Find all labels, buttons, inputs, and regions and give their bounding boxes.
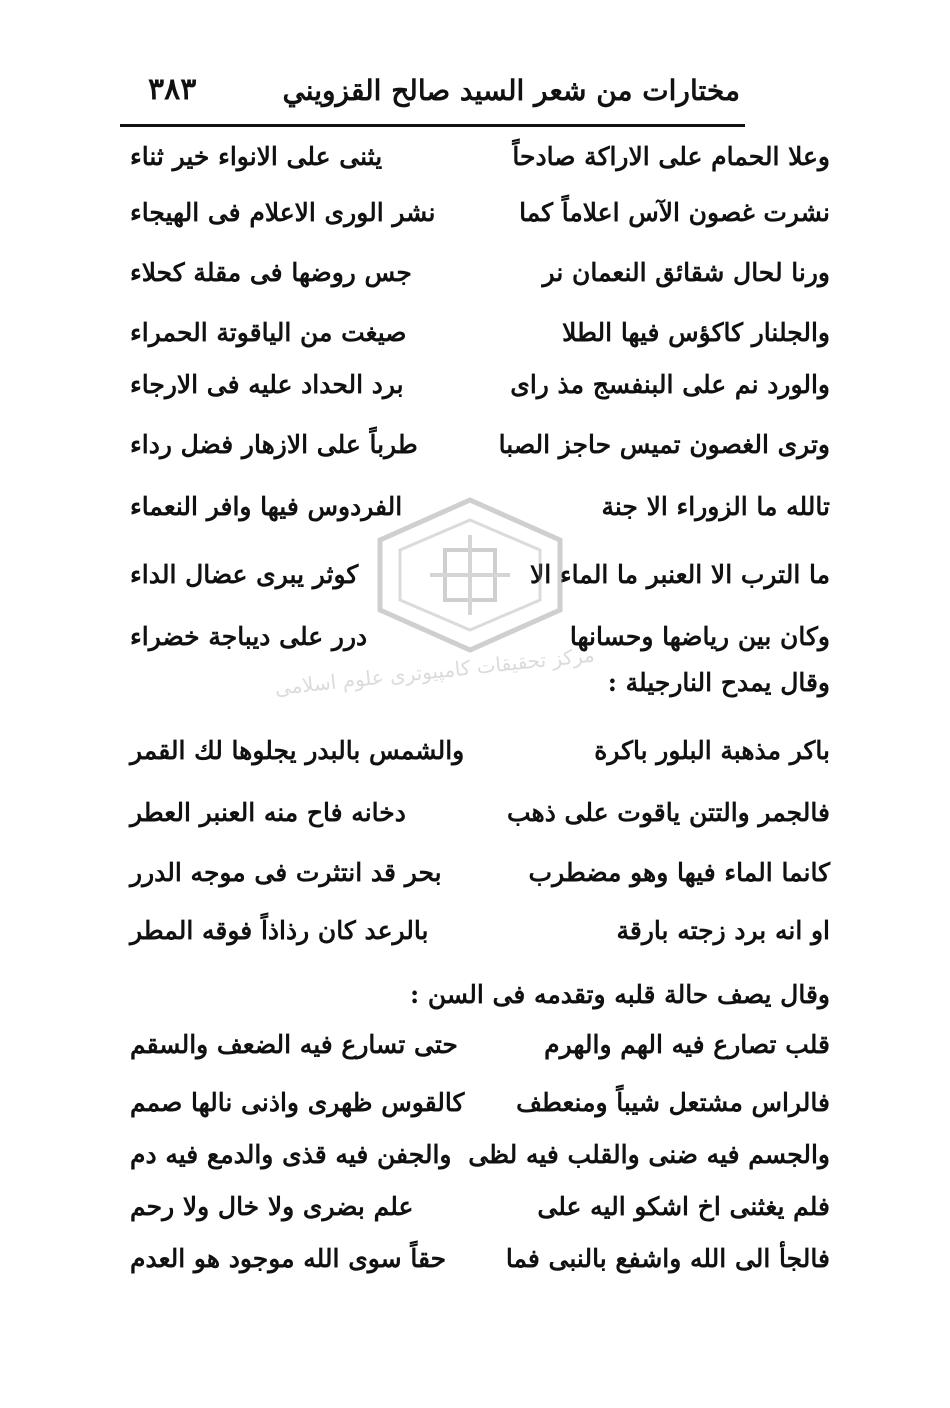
verse-second-hemistich: بالرعد كان رذاذاً فوقه المطر (130, 916, 429, 945)
verse-line (130, 142, 830, 190)
verse-first-hemistich: وعلا الحمام على الاراكة صادحاً (512, 142, 830, 171)
verse-first-hemistich: ورنا لحال شقائق النعمان نر (542, 258, 830, 287)
verse-first-hemistich: قلب تصارع فيه الهم والهرم (544, 1030, 830, 1059)
verse-first-hemistich: وكان بين رياضها وحسانها (569, 622, 830, 651)
verse-first-hemistich: او انه برد زجته بارقة (616, 916, 830, 945)
section-intro: وقال يصف حالة قلبه وتقدمه فى السن : (409, 980, 830, 1009)
verse-first-hemistich: فالراس مشتعل شيباً ومنعطف (516, 1088, 830, 1117)
watermark-text: مركز تحقيقات كامپيوتری علوم اسلامی (273, 642, 596, 700)
verse-first-hemistich: ما الترب الا العنبر ما الماء الا (530, 560, 830, 589)
verse-second-hemistich: برد الحداد عليه فى الارجاء (130, 370, 404, 399)
verse-second-hemistich: يثنى على الانواء خير ثناء (130, 142, 383, 171)
verse-second-hemistich: صيغت من الياقوتة الحمراء (130, 318, 407, 347)
page-header (120, 60, 740, 122)
verse-second-hemistich: حقاً سوى الله موجود هو العدم (130, 1244, 447, 1273)
verse-first-hemistich: وترى الغصون تميس حاجز الصبا (498, 430, 830, 459)
verse-second-hemistich: كوثر يبرى عضال الداء (130, 560, 359, 589)
verse-line (130, 1244, 830, 1292)
verse-line (130, 1192, 830, 1240)
verse-second-hemistich: درر على ديباجة خضراء (130, 622, 368, 651)
verse-first-hemistich: فالجمر والتتن ياقوت على ذهب (506, 798, 830, 827)
verse-second-hemistich: والجفن فيه قذى والدمع فيه دم (130, 1140, 452, 1169)
verse-first-hemistich: فلم يغثنى اخ اشكو اليه على (537, 1192, 830, 1221)
running-title: مختارات من شعر السيد صالح القزويني (282, 74, 740, 107)
verse-line (130, 798, 830, 846)
verse-second-hemistich: نشر الورى الاعلام فى الهيجاء (130, 198, 436, 227)
verse-first-hemistich: والورد نم على البنفسج مذ راى (510, 370, 830, 399)
verse-line (130, 736, 830, 784)
verse-line (130, 430, 830, 478)
verse-first-hemistich: نشرت غصون الآس اعلاماً كما (519, 198, 830, 227)
verse-second-hemistich: كالقوس ظهرى واذنى نالها صمم (130, 1088, 465, 1117)
verse-first-hemistich: والجسم فيه ضنى والقلب فيه لظى (468, 1140, 830, 1169)
verse-line (130, 318, 830, 366)
verse-second-hemistich: والشمس بالبدر يجلوها لك القمر (130, 736, 465, 765)
verse-first-hemistich: تالله ما الزوراء الا جنة (601, 492, 830, 521)
page-number: ٣٨٣ (148, 72, 197, 107)
verse-line (130, 258, 830, 306)
verse-second-hemistich: علم بضرى ولا خال ولا رحم (130, 1192, 414, 1221)
verse-first-hemistich: باكر مذهبة البلور باكرة (594, 736, 830, 765)
verse-second-hemistich: جس روضها فى مقلة كحلاء (130, 258, 412, 287)
verse-second-hemistich: دخانه فاح منه العنبر العطر (130, 798, 406, 827)
header-rule (120, 124, 745, 127)
verse-line (130, 370, 830, 418)
verse-line (130, 1088, 830, 1136)
verse-second-hemistich: الفردوس فيها وافر النعماء (130, 492, 403, 521)
verse-first-hemistich: فالجأ الى الله واشفع بالنبى فما (505, 1244, 830, 1273)
watermark-logo-icon (345, 495, 595, 655)
section-intro: وقال يمدح النارجيلة : (607, 668, 830, 697)
verse-line (130, 916, 830, 964)
verse-line (130, 1140, 830, 1188)
verse-first-hemistich: كانما الماء فيها وهو مضطرب (528, 858, 830, 887)
verse-line (130, 198, 830, 246)
verse-line (130, 858, 830, 906)
verse-first-hemistich: والجلنار كاكؤس فيها الطلا (562, 318, 830, 347)
verse-second-hemistich: بحر قد انتثرت فى موجه الدرر (130, 858, 442, 887)
verse-second-hemistich: حتى تسارع فيه الضعف والسقم (130, 1030, 458, 1059)
verse-line (130, 1030, 830, 1078)
verse-second-hemistich: طرباً على الازهار فضل رداء (130, 430, 418, 459)
